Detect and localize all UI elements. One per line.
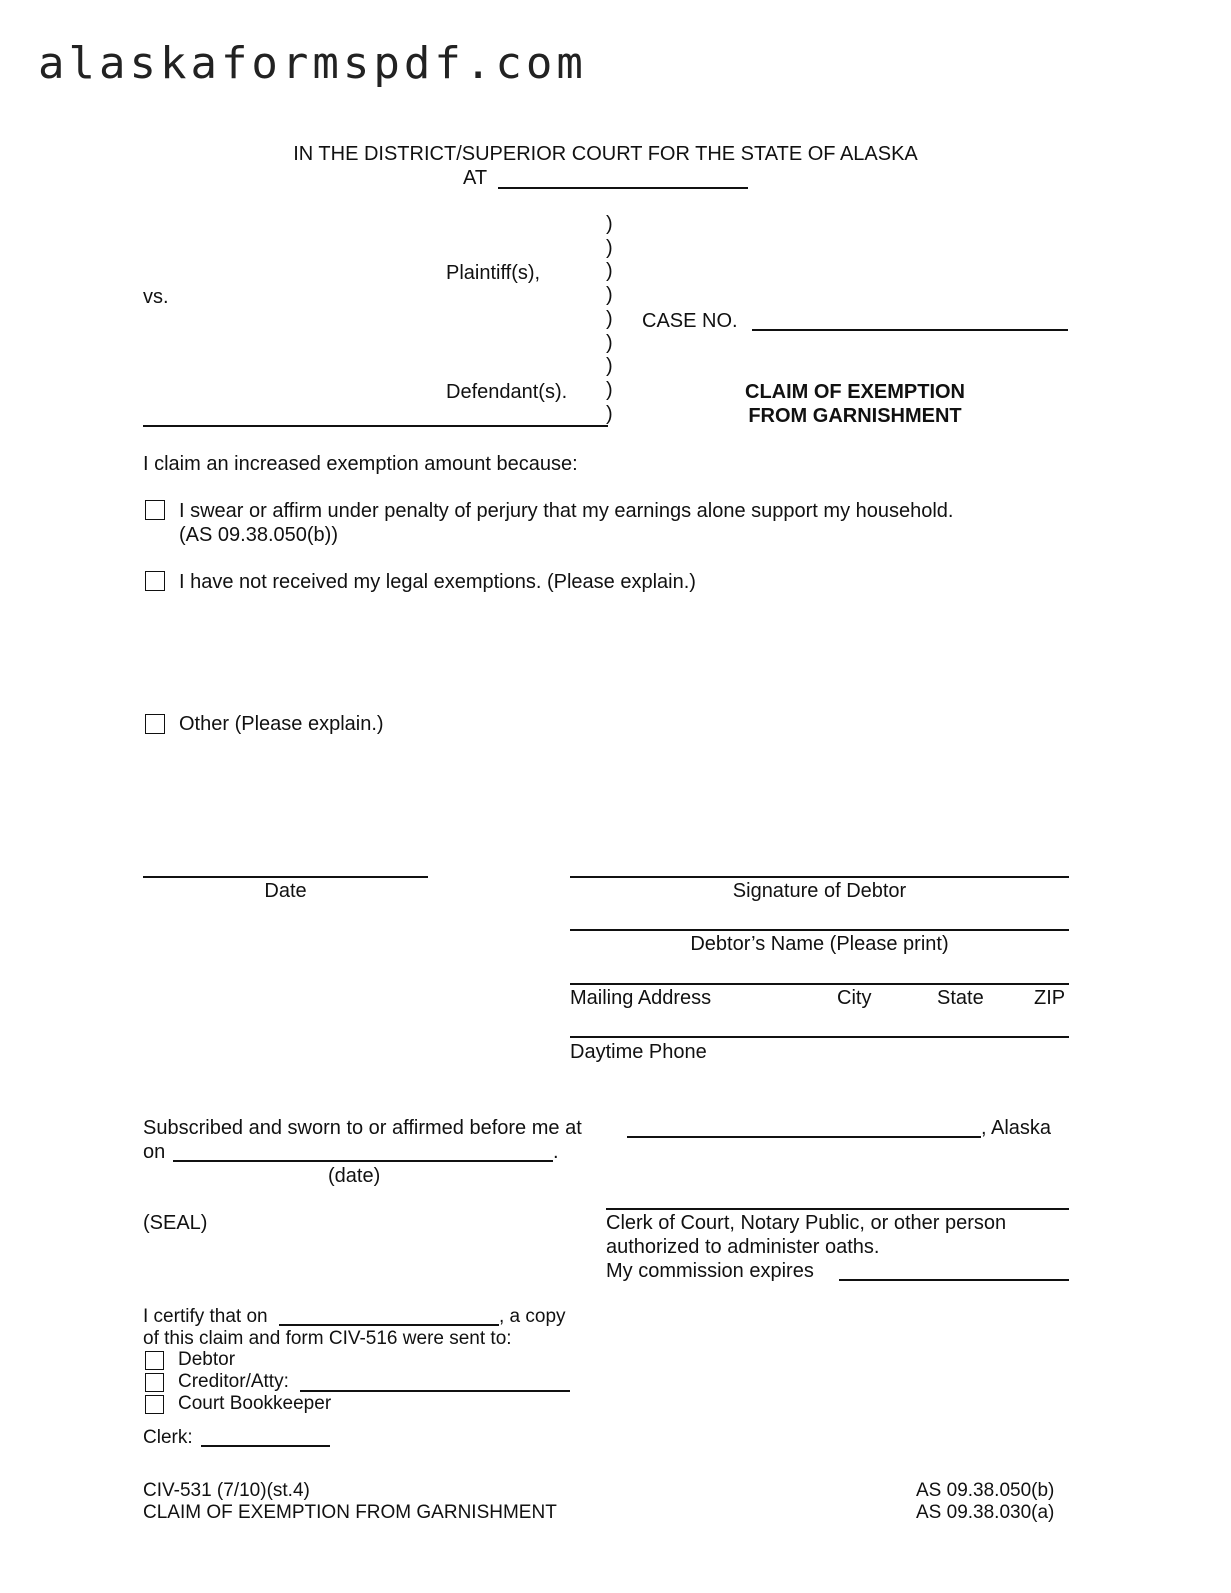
form-title-line2: FROM GARNISHMENT xyxy=(748,405,962,427)
footer-statute-1: AS 09.38.050(b) xyxy=(916,1480,1055,1501)
officer-signature-field[interactable] xyxy=(606,1208,1069,1210)
commission-label: My commission expires xyxy=(606,1260,814,1282)
certify-a-copy: , a copy xyxy=(499,1306,566,1327)
creditor-name-field[interactable] xyxy=(300,1390,570,1392)
city-label: City xyxy=(837,987,872,1009)
claim-intro: I claim an increased exemption amount because: xyxy=(143,453,578,475)
officer-title-line1: Clerk of Court, Notary Public, or other person xyxy=(606,1212,1007,1234)
state-label: State xyxy=(937,987,984,1009)
oath-location-field[interactable] xyxy=(627,1136,981,1138)
court-heading: IN THE DISTRICT/SUPERIOR COURT FOR THE STATE OF ALASKA xyxy=(293,143,918,165)
at-location-field[interactable] xyxy=(498,187,748,189)
not-received-exemptions-checkbox[interactable] xyxy=(145,571,165,591)
debtor-recipient-label: Debtor xyxy=(178,1349,236,1370)
at-label: AT xyxy=(463,167,488,189)
creditor-recipient-label: Creditor/Atty: xyxy=(178,1371,289,1392)
caption-paren: ) xyxy=(606,213,613,235)
earnings-support-checkbox[interactable] xyxy=(145,500,165,520)
oath-date-field[interactable] xyxy=(173,1160,553,1162)
clerk-signature-field[interactable] xyxy=(201,1445,330,1447)
case-no-field[interactable] xyxy=(752,329,1068,331)
other-reason-checkbox[interactable] xyxy=(145,714,165,734)
creditor-recipient-checkbox[interactable] xyxy=(145,1373,164,1392)
seal-label: (SEAL) xyxy=(143,1212,208,1234)
caption-paren: ) xyxy=(606,260,613,283)
daytime-phone-label: Daytime Phone xyxy=(570,1041,707,1063)
oath-on-label: on xyxy=(143,1141,166,1163)
defendant-label: Defendant(s). xyxy=(446,381,568,403)
plaintiff-label: Plaintiff(s), xyxy=(446,262,541,284)
signature-field[interactable] xyxy=(570,876,1069,878)
clerk-label: Clerk: xyxy=(143,1427,193,1448)
oath-period: . xyxy=(553,1141,559,1163)
caption-paren: ) xyxy=(606,236,613,259)
zip-label: ZIP xyxy=(1034,987,1066,1009)
oath-alaska: , Alaska xyxy=(981,1117,1052,1139)
mailing-address-field[interactable] xyxy=(570,983,1069,985)
date-label: Date xyxy=(264,880,307,902)
officer-title-line2: authorized to administer oaths. xyxy=(606,1236,880,1258)
mailing-address-label: Mailing Address xyxy=(570,987,712,1009)
caption-paren: ) xyxy=(606,355,613,378)
bookkeeper-recipient-checkbox[interactable] xyxy=(145,1395,164,1414)
commission-expires-field[interactable] xyxy=(839,1279,1069,1281)
footer-statute-2: AS 09.38.030(a) xyxy=(916,1502,1055,1523)
certify-on-label: I certify that on xyxy=(143,1306,268,1327)
oath-text: Subscribed and sworn to or affirmed before me at xyxy=(143,1117,582,1139)
debtor-name-field[interactable] xyxy=(570,929,1069,931)
certify-line2: of this claim and form CIV-516 were sent to: xyxy=(143,1328,512,1349)
caption-paren: ) xyxy=(606,307,613,330)
earnings-support-statute: (AS 09.38.050(b)) xyxy=(179,524,338,546)
debtor-recipient-checkbox[interactable] xyxy=(145,1351,164,1370)
vs-label: vs. xyxy=(143,286,169,308)
footer-form-number: CIV-531 (7/10)(st.4) xyxy=(143,1480,310,1501)
watermark-logo: alaskaformspdf.com xyxy=(38,38,587,89)
case-no-label: CASE NO. xyxy=(642,310,738,332)
form-title-line1: CLAIM OF EXEMPTION xyxy=(745,381,965,403)
bookkeeper-recipient-label: Court Bookkeeper xyxy=(178,1393,332,1414)
certify-date-field[interactable] xyxy=(279,1324,499,1326)
not-received-exemptions-text: I have not received my legal exemptions. (Please explain.) xyxy=(179,571,696,593)
defendant-name-field[interactable] xyxy=(143,425,608,427)
caption-paren: ) xyxy=(606,378,613,401)
caption-paren: ) xyxy=(606,331,613,354)
signature-label: Signature of Debtor xyxy=(732,880,907,902)
date-field[interactable] xyxy=(143,876,428,878)
daytime-phone-field[interactable] xyxy=(570,1036,1069,1038)
caption-paren: ) xyxy=(606,402,613,425)
earnings-support-text: I swear or affirm under penalty of perjury that my earnings alone support my household. xyxy=(179,500,954,522)
oath-date-caption: (date) xyxy=(328,1165,381,1187)
footer-form-name: CLAIM OF EXEMPTION FROM GARNISHMENT xyxy=(143,1502,557,1523)
caption-paren: ) xyxy=(606,284,613,307)
other-reason-text: Other (Please explain.) xyxy=(179,713,384,735)
debtor-name-label: Debtor’s Name (Please print) xyxy=(690,933,949,955)
